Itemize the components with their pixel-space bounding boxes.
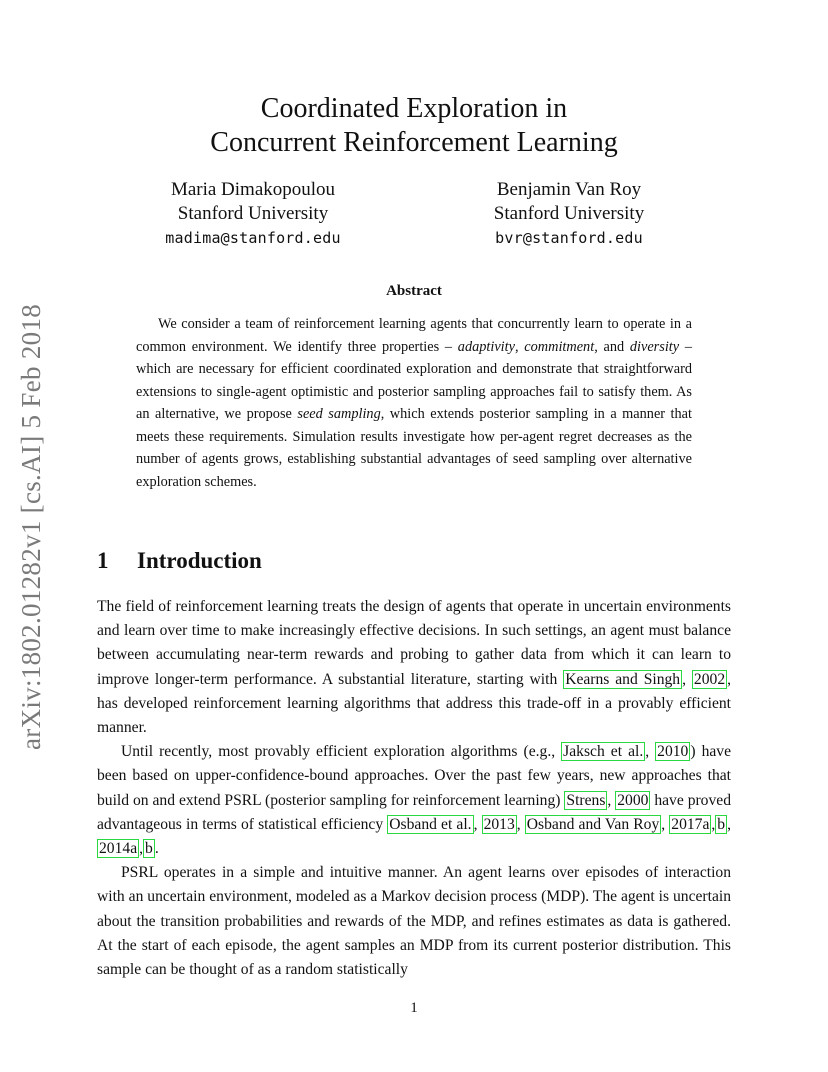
citation-link[interactable] (692, 670, 727, 689)
section-number: 1 (97, 548, 109, 573)
abstract-text: , and (594, 338, 630, 355)
author-email[interactable]: bvr@stanford.edu (495, 229, 643, 247)
author-block-1 (128, 178, 378, 250)
page-number: 1 (410, 1000, 418, 1016)
body-text: The field of reinforcement learning treats the design of agents that operate in uncertain environments and learn over time to make increasingly effective decisions. In such settings, an agent must balance between accumulating near-term rewards and probing to gather data from which it can learn to improve longer-term performance. A substantial literature, starting with (97, 598, 731, 688)
abstract-emphasis: diversity (629, 338, 680, 355)
citation-link[interactable]: Osband and Van Roy (526, 815, 660, 833)
body-text: , (473, 815, 482, 833)
citation-link[interactable]: b (717, 815, 726, 833)
abstract-paragraph (136, 313, 692, 493)
body-text: Until recently, most provably efficient exploration algorithms (e.g., (121, 743, 562, 761)
citation-link[interactable] (563, 670, 682, 689)
section-title: Introduction (137, 548, 262, 573)
arxiv-identifier[interactable]: arXiv:1802.01282v1 [cs.AI] 5 Feb 2018 (16, 303, 46, 750)
abstract-heading: Abstract (386, 283, 442, 299)
author-block-2 (444, 178, 694, 250)
intro-paragraph-3: PSRL operates in a simple and intuitive manner. An agent learns over episodes of interaction with an uncertain environment, modeled as a Markov decision process (MDP). The agent is uncertain about the transition probabilities and rewards of the MDP, and refines estimates as data is gathered. At the start of each episode, the agent samples an MDP from its current posterior distribution. This sample can be thought of as a random statistically (97, 864, 731, 979)
abstract-emphasis: commitment (524, 338, 595, 355)
intro-paragraph-2 (97, 740, 731, 861)
body-text: , (139, 840, 144, 858)
citation-link[interactable]: 2017a (671, 815, 710, 833)
author-name: Benjamin Van Roy (496, 179, 642, 200)
abstract-body (136, 313, 692, 493)
citation-link[interactable]: 2014a (99, 840, 138, 858)
citation-link[interactable]: Jaksch et al. (563, 743, 644, 761)
citation-text: 2002 (693, 670, 726, 688)
body-text: . (154, 840, 159, 858)
body-text: , (516, 815, 525, 833)
body-text: have proved advantageous in terms of statistical efficiency (97, 791, 731, 833)
body-text: , (645, 743, 656, 761)
body-text: , (682, 670, 692, 688)
author-affiliation: Stanford University (177, 203, 329, 224)
paper-title-line-1: Coordinated Exploration in (260, 93, 568, 124)
abstract-text: We consider a team of reinforcement learning agents that concurrently learn to operate in a common environment. We identify three properties – (136, 316, 692, 355)
abstract-emphasis: adaptivity (457, 338, 515, 355)
abstract-text: , (514, 338, 525, 355)
citation-text: Kearns and Singh (565, 670, 681, 688)
body-text: ) have been based on upper-confidence-bound approaches. Over the past few years, new approaches that build on and extend PSRL (posterior sampling for reinforcement learning) (97, 743, 732, 809)
introduction-body (97, 595, 731, 982)
citation-link[interactable]: Strens (566, 791, 606, 809)
author-email[interactable]: madima@stanford.edu (165, 229, 341, 247)
abstract-text: , which extends posterior sampling in a manner that meets these requirements. Simulation results investigate how per-agent regret decreases as the number of agents grows, establishing substantial advantages of seed sampling over alternative exploration schemes. (136, 406, 692, 490)
citation-link[interactable]: Osband et al. (389, 815, 472, 833)
body-text: , has developed reinforcement learning algorithms that address this trade-off in a provably efficient manner. (97, 670, 732, 737)
body-text: , (727, 815, 731, 833)
body-text: , (711, 815, 716, 833)
citation-link[interactable]: 2010 (657, 743, 689, 761)
section-heading (97, 548, 262, 574)
body-text: , (607, 791, 616, 809)
author-affiliation: Stanford University (493, 203, 645, 224)
abstract-emphasis: seed sampling (297, 406, 381, 422)
citation-link[interactable]: b (145, 840, 153, 858)
body-text: , (661, 815, 670, 833)
intro-paragraph-1 (97, 595, 731, 740)
citation-link[interactable]: 2013 (483, 815, 515, 833)
author-name: Maria Dimakopoulou (170, 179, 336, 200)
citation-link[interactable]: 2000 (617, 791, 649, 809)
abstract-text: – which are necessary for efficient coordinated exploration and demonstrate that straightforward extensions to single-agent optimistic and posterior sampling approaches fail to satisfy them. As an alternative, we propose (136, 338, 692, 422)
paper-title-line-2: Concurrent Reinforcement Learning (210, 127, 618, 158)
